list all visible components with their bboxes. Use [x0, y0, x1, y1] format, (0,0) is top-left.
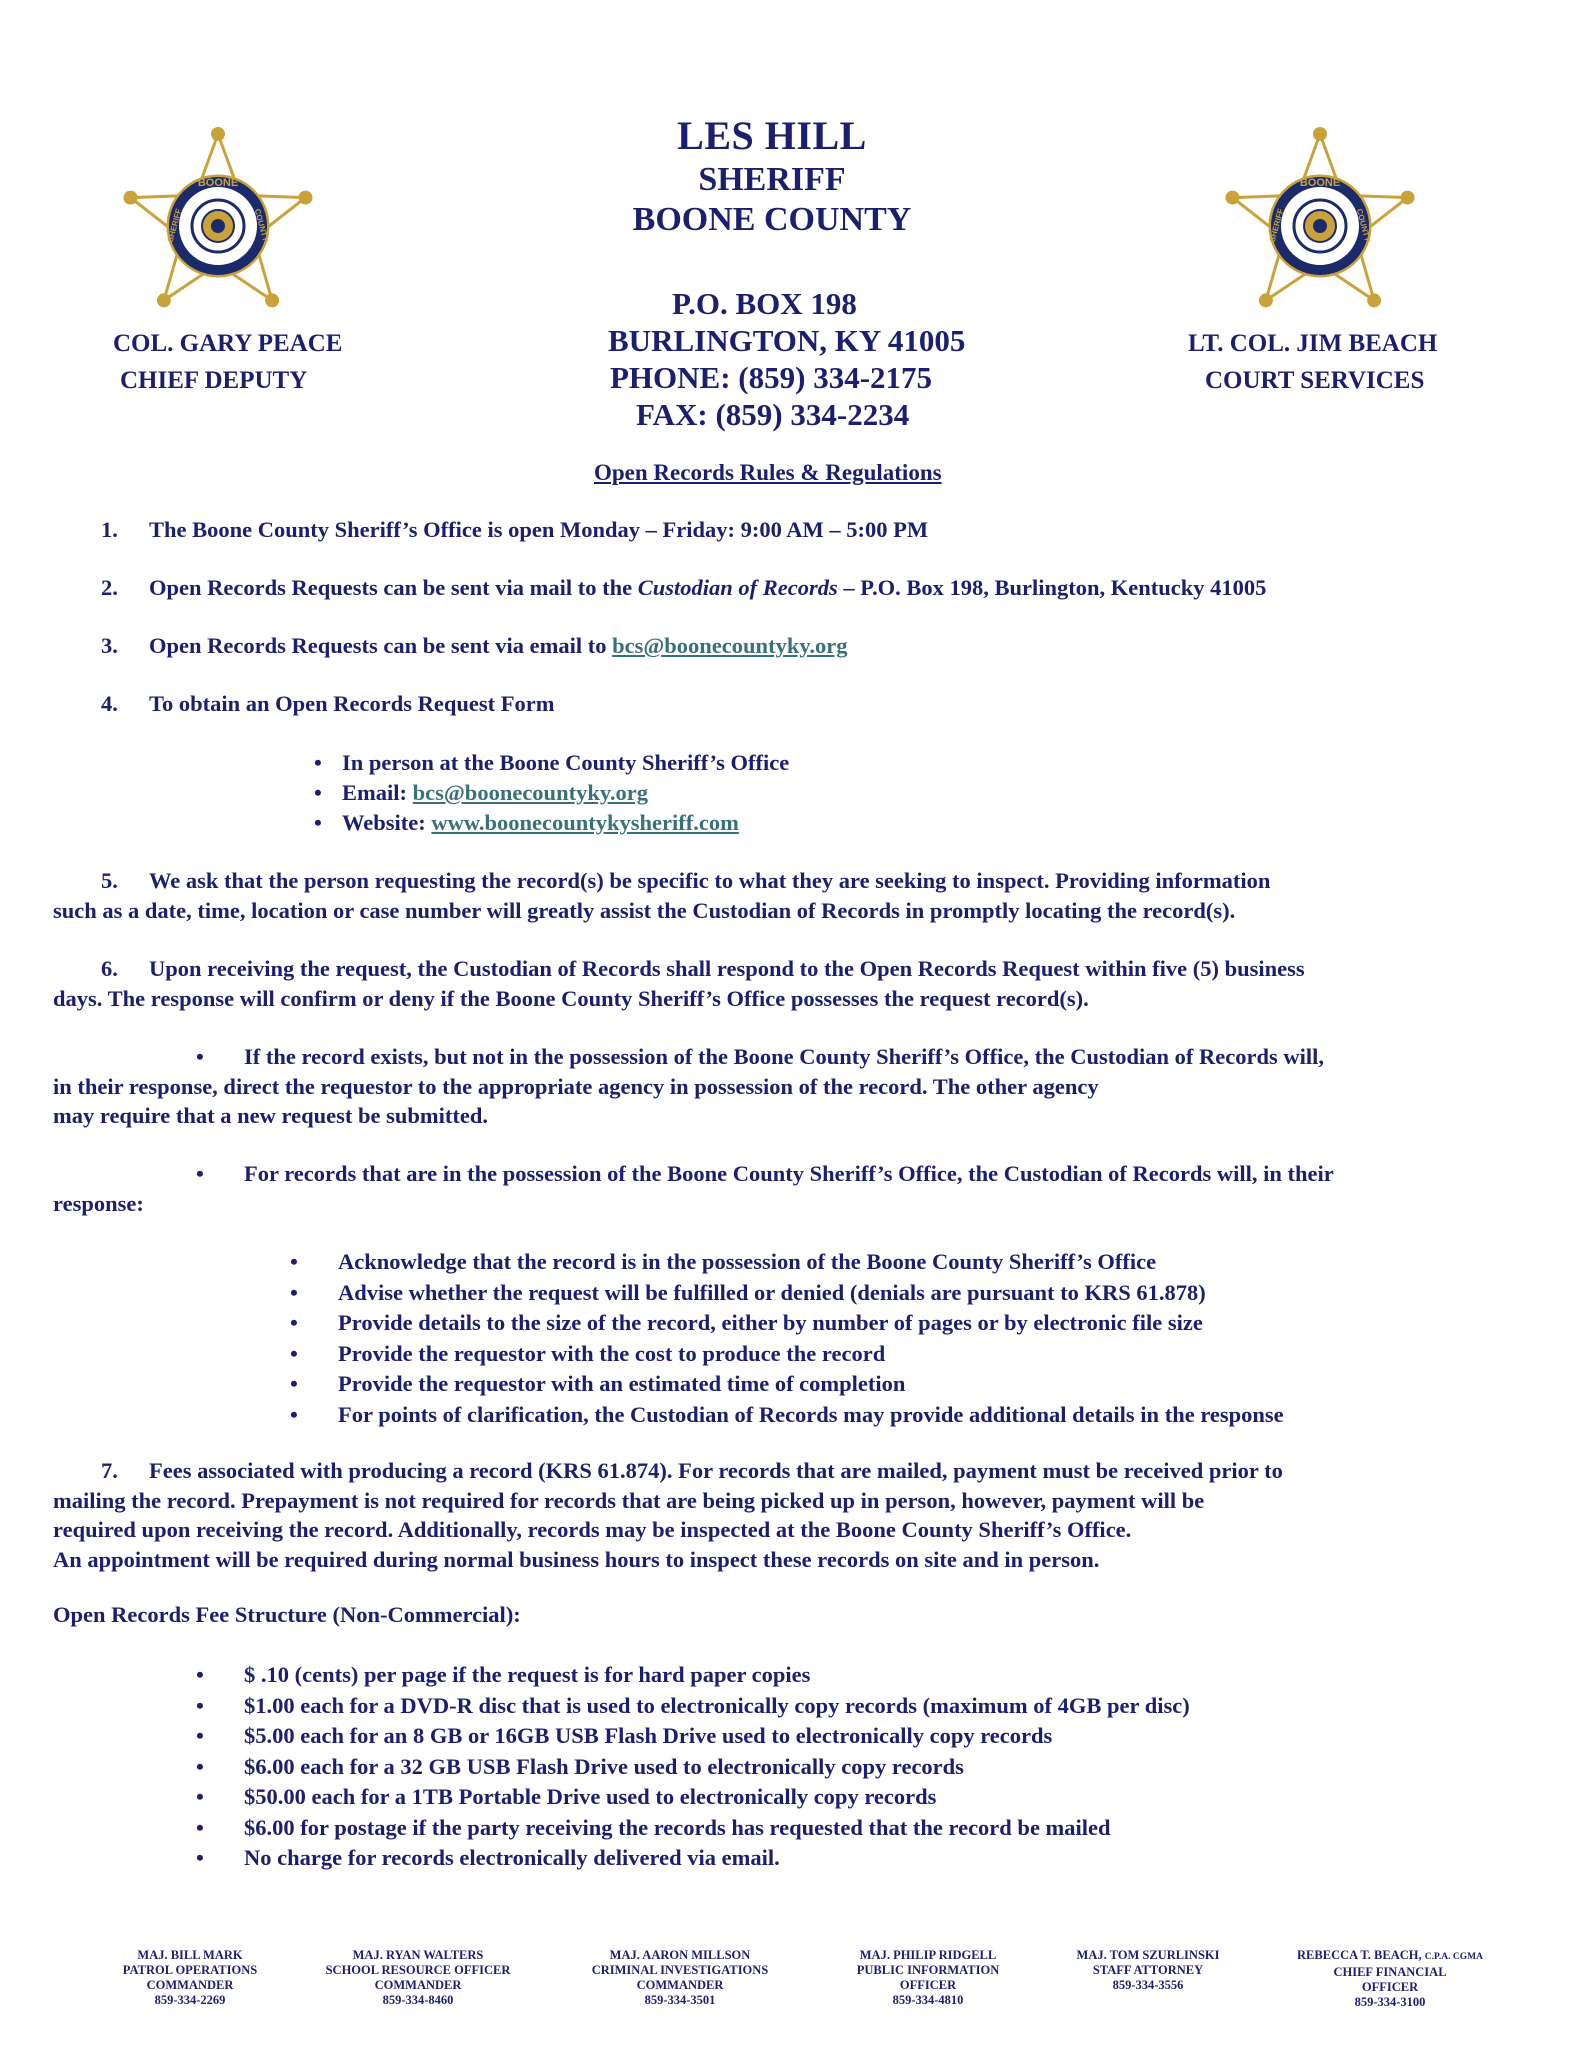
staff-title-line: COMMANDER: [374, 1978, 462, 1992]
rule-6-bullet-1: • If the record exists, but not in the possession of the Boone County Sheriff’s Office, the Custodian of Records will, in their response, direct the requestor to the appropriate agency in possession of the record. The other agency may require that a new request be submitted.: [53, 1044, 1324, 1128]
staff-title-line: COMMANDER: [146, 1978, 234, 1992]
response-items: [290, 1247, 1284, 1430]
badge-left-text: SHERIFF: [1267, 207, 1286, 244]
court-services-title: COURT SERVICES: [1205, 367, 1425, 394]
staff-entry: [570, 1948, 790, 2008]
staff-name: MAJ. PHILIP RIDGELL: [859, 1948, 997, 1962]
fee-item: • $5.00 each for an 8 GB or 16GB USB Flash Drive used to electronically copy records: [196, 1721, 1190, 1752]
fee-item: • $6.00 for postage if the party receiving the records has requested that the record be mailed: [196, 1813, 1190, 1844]
fee-heading: Open Records Fee Structure (Non-Commercial):: [53, 1602, 521, 1627]
staff-entry: [1280, 1948, 1500, 2010]
staff-entry: [80, 1948, 300, 2008]
option-website: • Website: www.boonecountykysheriff.com: [314, 808, 789, 838]
staff-phone: 859-334-3556: [1112, 1978, 1184, 1992]
po-box: P.O. BOX 198: [672, 286, 857, 321]
staff-name: MAJ. RYAN WALTERS: [352, 1948, 484, 1962]
staff-phone: 859-334-3100: [1354, 1995, 1426, 2009]
staff-phone: 859-334-2269: [154, 1993, 226, 2007]
custodian-of-records: Custodian of Records: [637, 575, 838, 600]
rule-5: 5. We ask that the person requesting the record(s) be specific to what they are seeking to inspect. Providing information such as a date, time, location or case number will greatly assist the Custodian of Records in promptly locating the record(s).: [53, 868, 1271, 923]
staff-phone: 859-334-3501: [644, 1993, 716, 2007]
badge-right-text: COUNTY: [1354, 207, 1373, 243]
response-item: • For points of clarification, the Custodian of Records may provide additional details in the response: [290, 1400, 1284, 1431]
badge-top-text: BOONE: [1299, 177, 1341, 189]
fee-item: • $1.00 each for a DVD-R disc that is used to electronically copy records (maximum of 4GB per disc): [196, 1691, 1190, 1722]
staff-title-line: OFFICER: [899, 1978, 957, 1992]
staff-phone: 859-334-8460: [382, 1993, 454, 2007]
chief-deputy-title: CHIEF DEPUTY: [120, 367, 308, 394]
rule-6: 6. Upon receiving the request, the Custodian of Records shall respond to the Open Records Request within five (5) business days. The response will confirm or deny if the Boone County Sheriff’s Office possesses the request record(s).: [53, 956, 1305, 1011]
request-form-options: [314, 748, 789, 838]
fee-list: [196, 1660, 1190, 1874]
staff-phone: 859-334-4810: [892, 1993, 964, 2007]
rule-2: 2. Open Records Requests can be sent via mail to the Custodian of Records – P.O. Box 198, Burlington, Kentucky 41005: [101, 575, 1267, 600]
document-heading: Open Records Rules & Regulations: [594, 460, 942, 485]
badge-right-text: COUNTY: [252, 207, 271, 243]
fee-item: • No charge for records electronically delivered via email.: [196, 1843, 1190, 1874]
response-item: • Advise whether the request will be fulfilled or denied (denials are pursuant to KRS 61.878): [290, 1278, 1284, 1309]
badge-left-text: SHERIFF: [165, 207, 184, 244]
staff-name: MAJ. TOM SZURLINSKI: [1076, 1948, 1220, 1962]
fee-item: • $6.00 each for a 32 GB USB Flash Drive used to electronically copy records: [196, 1752, 1190, 1783]
city-line: BURLINGTON, KY 41005: [608, 323, 966, 358]
response-item: • Acknowledge that the record is in the possession of the Boone County Sheriff’s Office: [290, 1247, 1284, 1278]
staff-title-line: CRIMINAL INVESTIGATIONS: [591, 1963, 769, 1977]
website-link[interactable]: www.boonecountykysheriff.com: [431, 810, 739, 835]
letterhead: [492, 112, 1052, 239]
email-link-2[interactable]: bcs@boonecountyky.org: [412, 780, 648, 805]
court-services-name: LT. COL. JIM BEACH: [1188, 330, 1438, 357]
staff-title-line: SCHOOL RESOURCE OFFICER: [325, 1963, 511, 1977]
option-email: • Email: bcs@boonecountyky.org: [314, 778, 789, 808]
badge-top-text: BOONE: [197, 177, 239, 189]
rule-3: 3. Open Records Requests can be sent via email to bcs@boonecountyky.org: [101, 633, 848, 658]
fee-item: • $50.00 each for a 1TB Portable Drive used to electronically copy records: [196, 1782, 1190, 1813]
chief-deputy-name: COL. GARY PEACE: [113, 330, 343, 357]
staff-entry: [818, 1948, 1038, 2008]
response-item: • Provide the requestor with an estimated time of completion: [290, 1369, 1284, 1400]
response-item: • Provide details to the size of the record, either by number of pages or by electronic file size: [290, 1308, 1284, 1339]
rule-4: 4. To obtain an Open Records Request Form: [101, 691, 555, 716]
staff-title-line: CHIEF FINANCIAL: [1333, 1965, 1447, 1979]
sheriff-name: LES HILL: [677, 113, 867, 158]
sheriff-badge-left: [118, 120, 318, 320]
staff-entry: [1038, 1948, 1258, 1993]
staff-name: REBECCA T. BEACH, C.P.A. CGMA: [1297, 1948, 1483, 1962]
staff-name: MAJ. AARON MILLSON: [609, 1948, 751, 1962]
staff-entry: [308, 1948, 528, 2008]
staff-title-line: PATROL OPERATIONS: [122, 1963, 258, 1977]
email-link[interactable]: bcs@boonecountyky.org: [612, 633, 848, 658]
rule-1: 1. The Boone County Sheriff’s Office is open Monday – Friday: 9:00 AM – 5:00 PM: [101, 517, 929, 542]
sheriff-title: SHERIFF: [698, 161, 846, 198]
option-in-person: • In person at the Boone County Sheriff’s Office: [314, 748, 789, 778]
fax-line: FAX: (859) 334-2234: [636, 397, 910, 432]
staff-title-line: COMMANDER: [636, 1978, 724, 1992]
address-block: [520, 286, 1080, 433]
county-name: BOONE COUNTY: [632, 201, 912, 238]
rule-7: 7. Fees associated with producing a record (KRS 61.874). For records that are mailed, payment must be received prior to mailing the record. Prepayment is not required for records that are being picked up in person, however, payment will be required upon receiving the record. Additionally, records may be inspected at the Boone County Sheriff’s Office. An appointment will be required during normal business hours to inspect these records on site and in person.: [53, 1458, 1283, 1572]
staff-name: MAJ. BILL MARK: [137, 1948, 243, 1962]
staff-title-line: STAFF ATTORNEY: [1092, 1963, 1204, 1977]
phone-line: PHONE: (859) 334-2175: [610, 360, 933, 395]
sheriff-badge-right: [1220, 120, 1420, 320]
response-item: • Provide the requestor with the cost to produce the record: [290, 1339, 1284, 1370]
staff-title-line: OFFICER: [1361, 1980, 1419, 1994]
rule-6-bullet-2: • For records that are in the possession of the Boone County Sheriff’s Office, the Custodian of Records will, in their response:: [53, 1161, 1334, 1216]
staff-title-line: PUBLIC INFORMATION: [856, 1963, 1000, 1977]
fee-item: • $ .10 (cents) per page if the request is for hard paper copies: [196, 1660, 1190, 1691]
